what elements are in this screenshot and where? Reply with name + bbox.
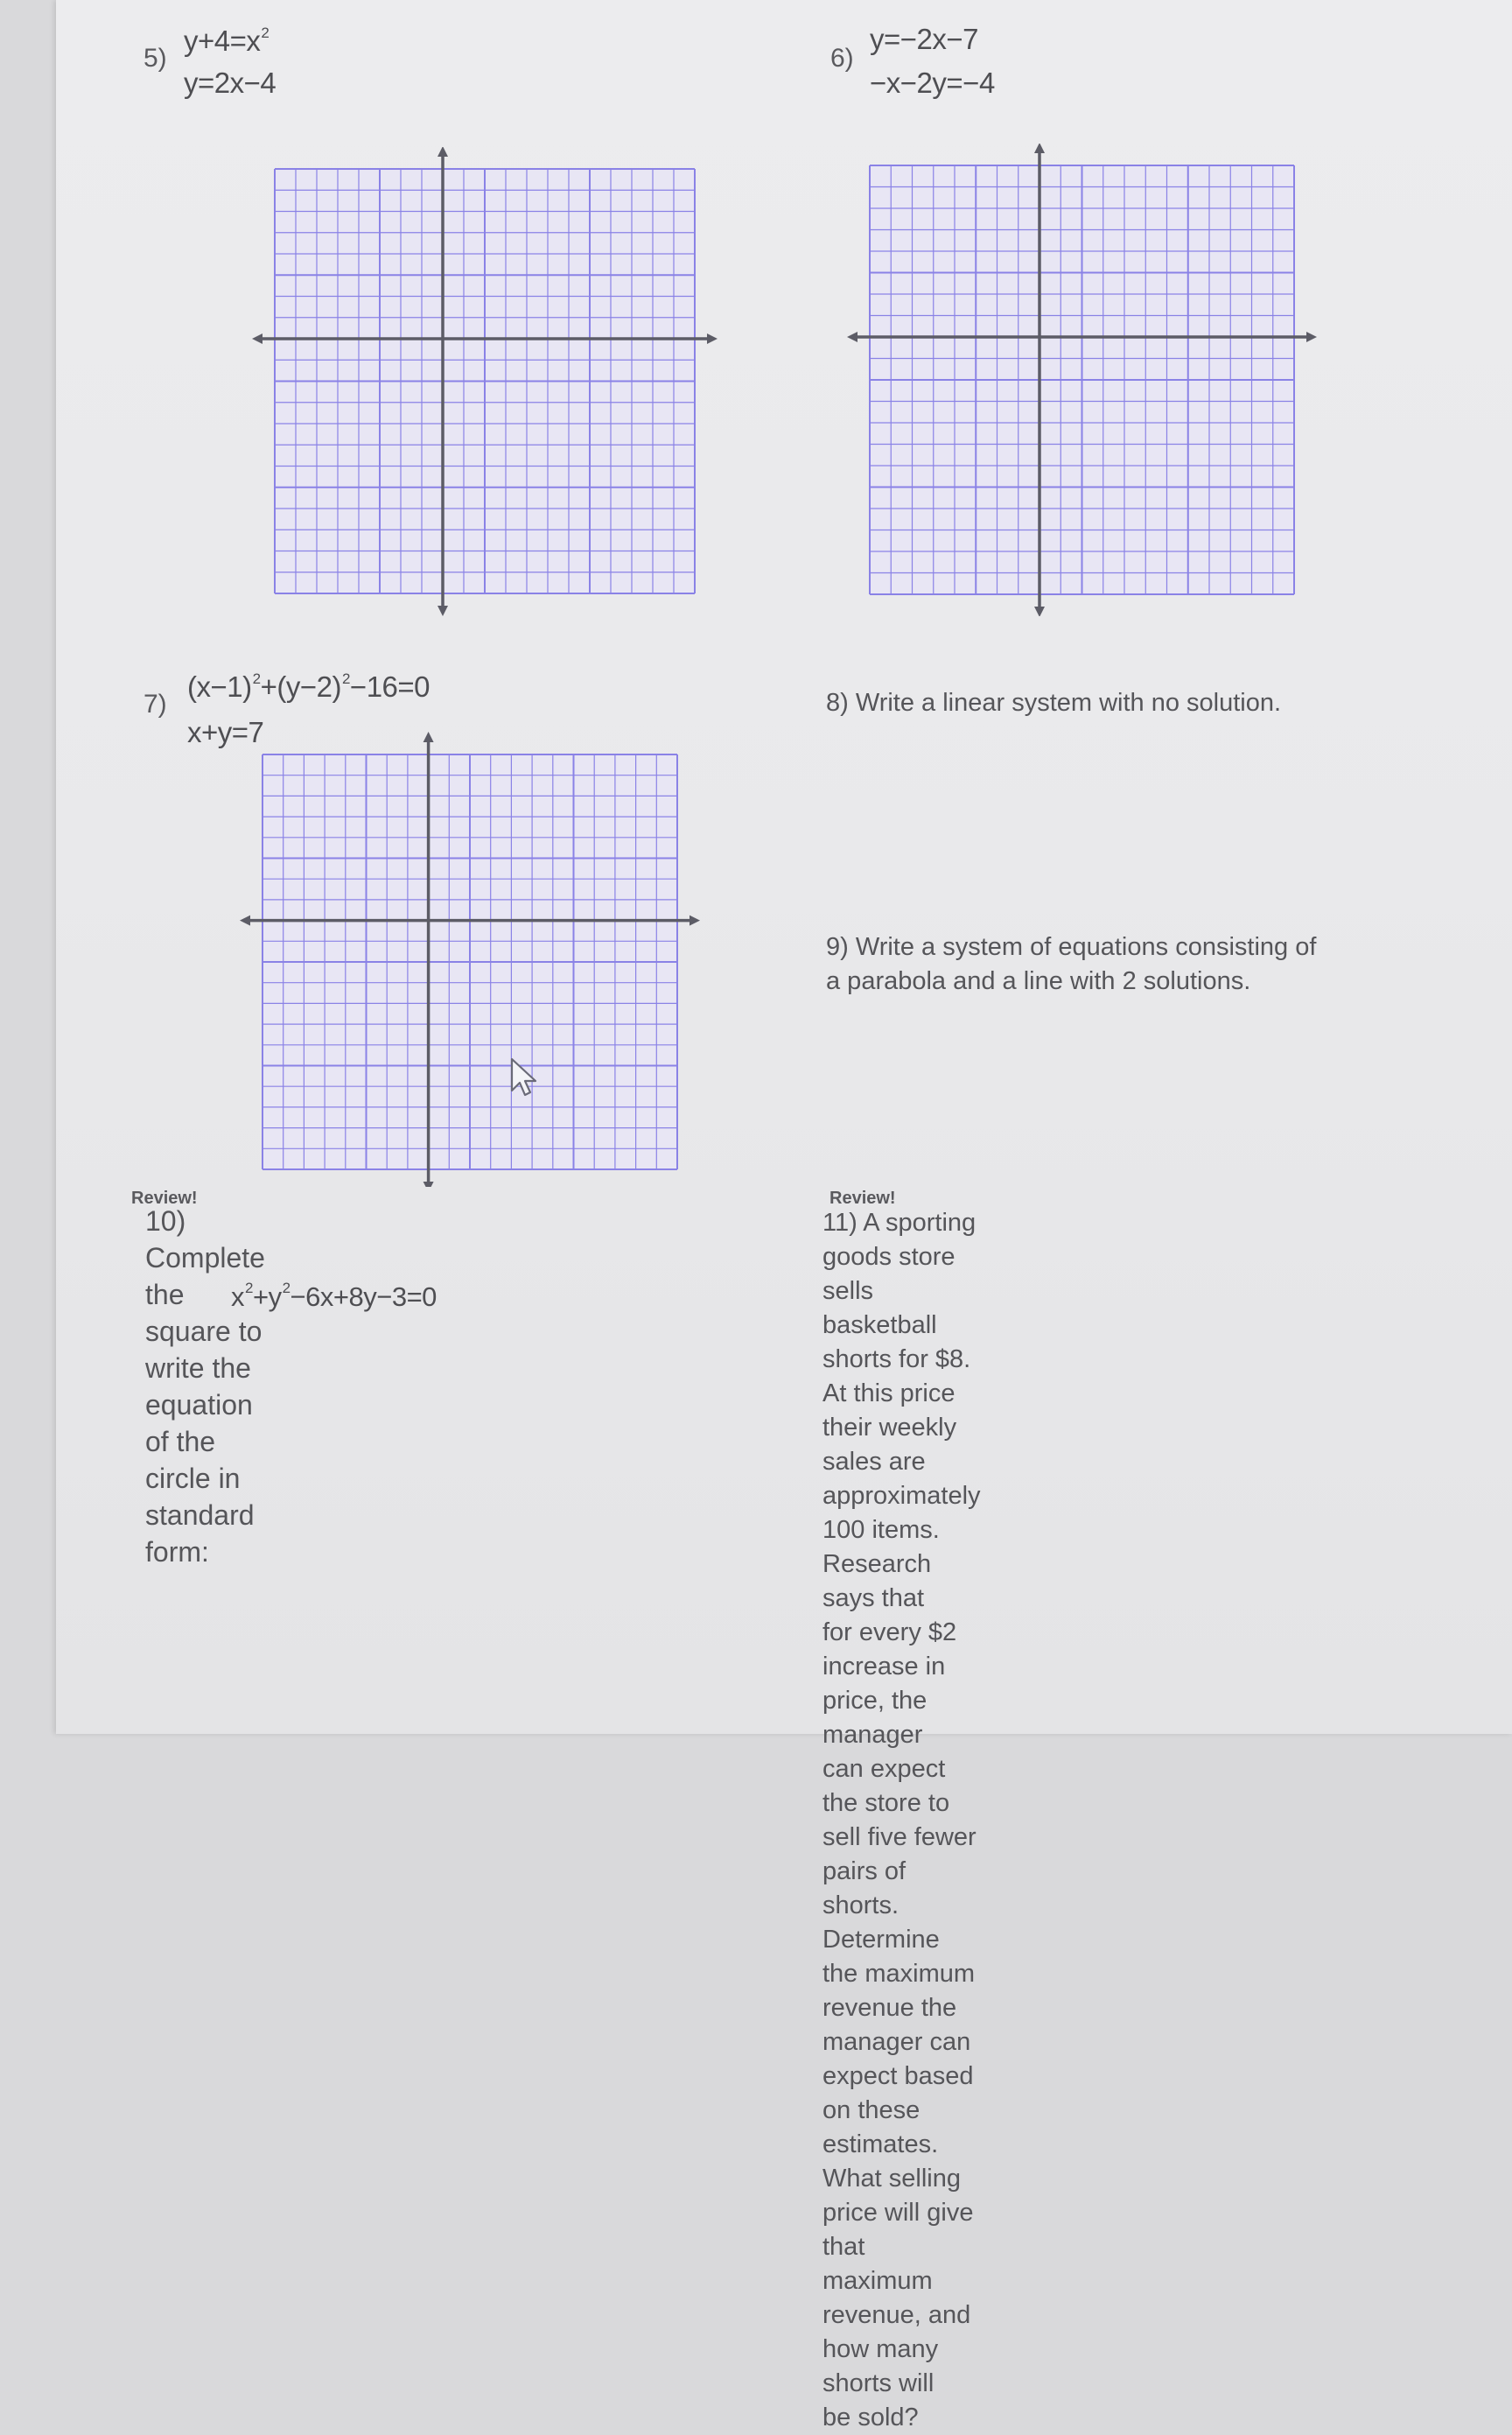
- worksheet-page: [56, 0, 1512, 2431]
- problem-11-line-3: approximately 100 items. Research says that: [822, 1482, 981, 1612]
- problem-7-equation-1: $(x-1)^2+(y-2)^2-16=0$: [187, 670, 430, 703]
- problem-10-equation: $x^2+y^2-6x+8y-3=0$: [231, 1280, 437, 1312]
- problem-11-line-6: shorts. Determine the maximum revenue the: [822, 1891, 976, 2022]
- problem-8-text: 8) Write a linear system with no solution.: [826, 689, 1282, 717]
- problem-6-equation-2: −x−2y=−4: [870, 67, 995, 99]
- x-axis-arrow-right: [690, 916, 700, 926]
- problem-5-equation-1: $y+4=x^2$: [184, 25, 270, 57]
- problem-10-line-2: equation of the circle in standard form:: [145, 1389, 255, 1568]
- coordinate-grid-5[interactable]: [196, 147, 721, 620]
- y-axis-arrow-bottom: [438, 606, 448, 616]
- problem-7-number: 7): [144, 690, 167, 719]
- problem-11-line-8: estimates. What selling price will give that: [822, 2130, 974, 2261]
- problem-9-line-2: a parabola and a line with 2 solutions.: [826, 967, 1251, 995]
- problem-11-line-4: for every $2 increase in price, the manager: [822, 1618, 957, 1749]
- x-axis-arrow-left: [847, 332, 858, 342]
- x-axis-arrow-right: [1306, 332, 1317, 342]
- problem-11-text: [822, 1206, 981, 2435]
- problem-5-number: 5): [144, 44, 167, 73]
- problem-11-line-7: manager can expect based on these: [822, 2028, 974, 2124]
- y-axis-arrow-top: [438, 147, 448, 157]
- coordinate-grid-7[interactable]: [178, 732, 704, 1187]
- problem-6-equation-1: y=−2x−7: [870, 23, 979, 55]
- problem-5-equation-2: y=2x−4: [184, 67, 276, 99]
- problem-10-text: [145, 1203, 265, 1570]
- problem-9-line-1: 9) Write a system of equations consisting of: [826, 933, 1317, 961]
- mouse-pointer-icon: [509, 1057, 539, 1098]
- problem-6-number: 6): [830, 44, 854, 73]
- problem-7-equation-2: x+y=7: [187, 716, 264, 748]
- y-axis-arrow-bottom: [1034, 607, 1045, 616]
- problem-11-line-1: 11) A sporting goods store sells basketball: [822, 1209, 976, 1339]
- y-axis-arrow-bottom: [424, 1182, 434, 1187]
- problem-11-line-9: maximum revenue, and how many shorts will: [822, 2267, 971, 2397]
- problem-11-line-10: be sold?: [822, 2403, 919, 2431]
- x-axis-arrow-right: [707, 333, 718, 344]
- problem-11-line-2: shorts for $8. At this price their weekly sales are: [822, 1345, 971, 1476]
- coordinate-grid-6[interactable]: [844, 144, 1368, 616]
- y-axis-arrow-top: [1034, 144, 1045, 153]
- x-axis-arrow-left: [252, 333, 262, 344]
- problem-8: [826, 686, 1281, 720]
- problem-10-line-1: 10) Complete the square to write the: [145, 1205, 265, 1384]
- problem-10-review-label: Review!: [131, 1189, 198, 1208]
- problem-9: [826, 930, 1316, 999]
- problem-11-review-label: Review!: [830, 1189, 896, 1208]
- x-axis-arrow-left: [240, 916, 250, 926]
- y-axis-arrow-top: [424, 732, 434, 742]
- problem-11-line-5: can expect the store to sell five fewer pairs of: [822, 1755, 976, 1885]
